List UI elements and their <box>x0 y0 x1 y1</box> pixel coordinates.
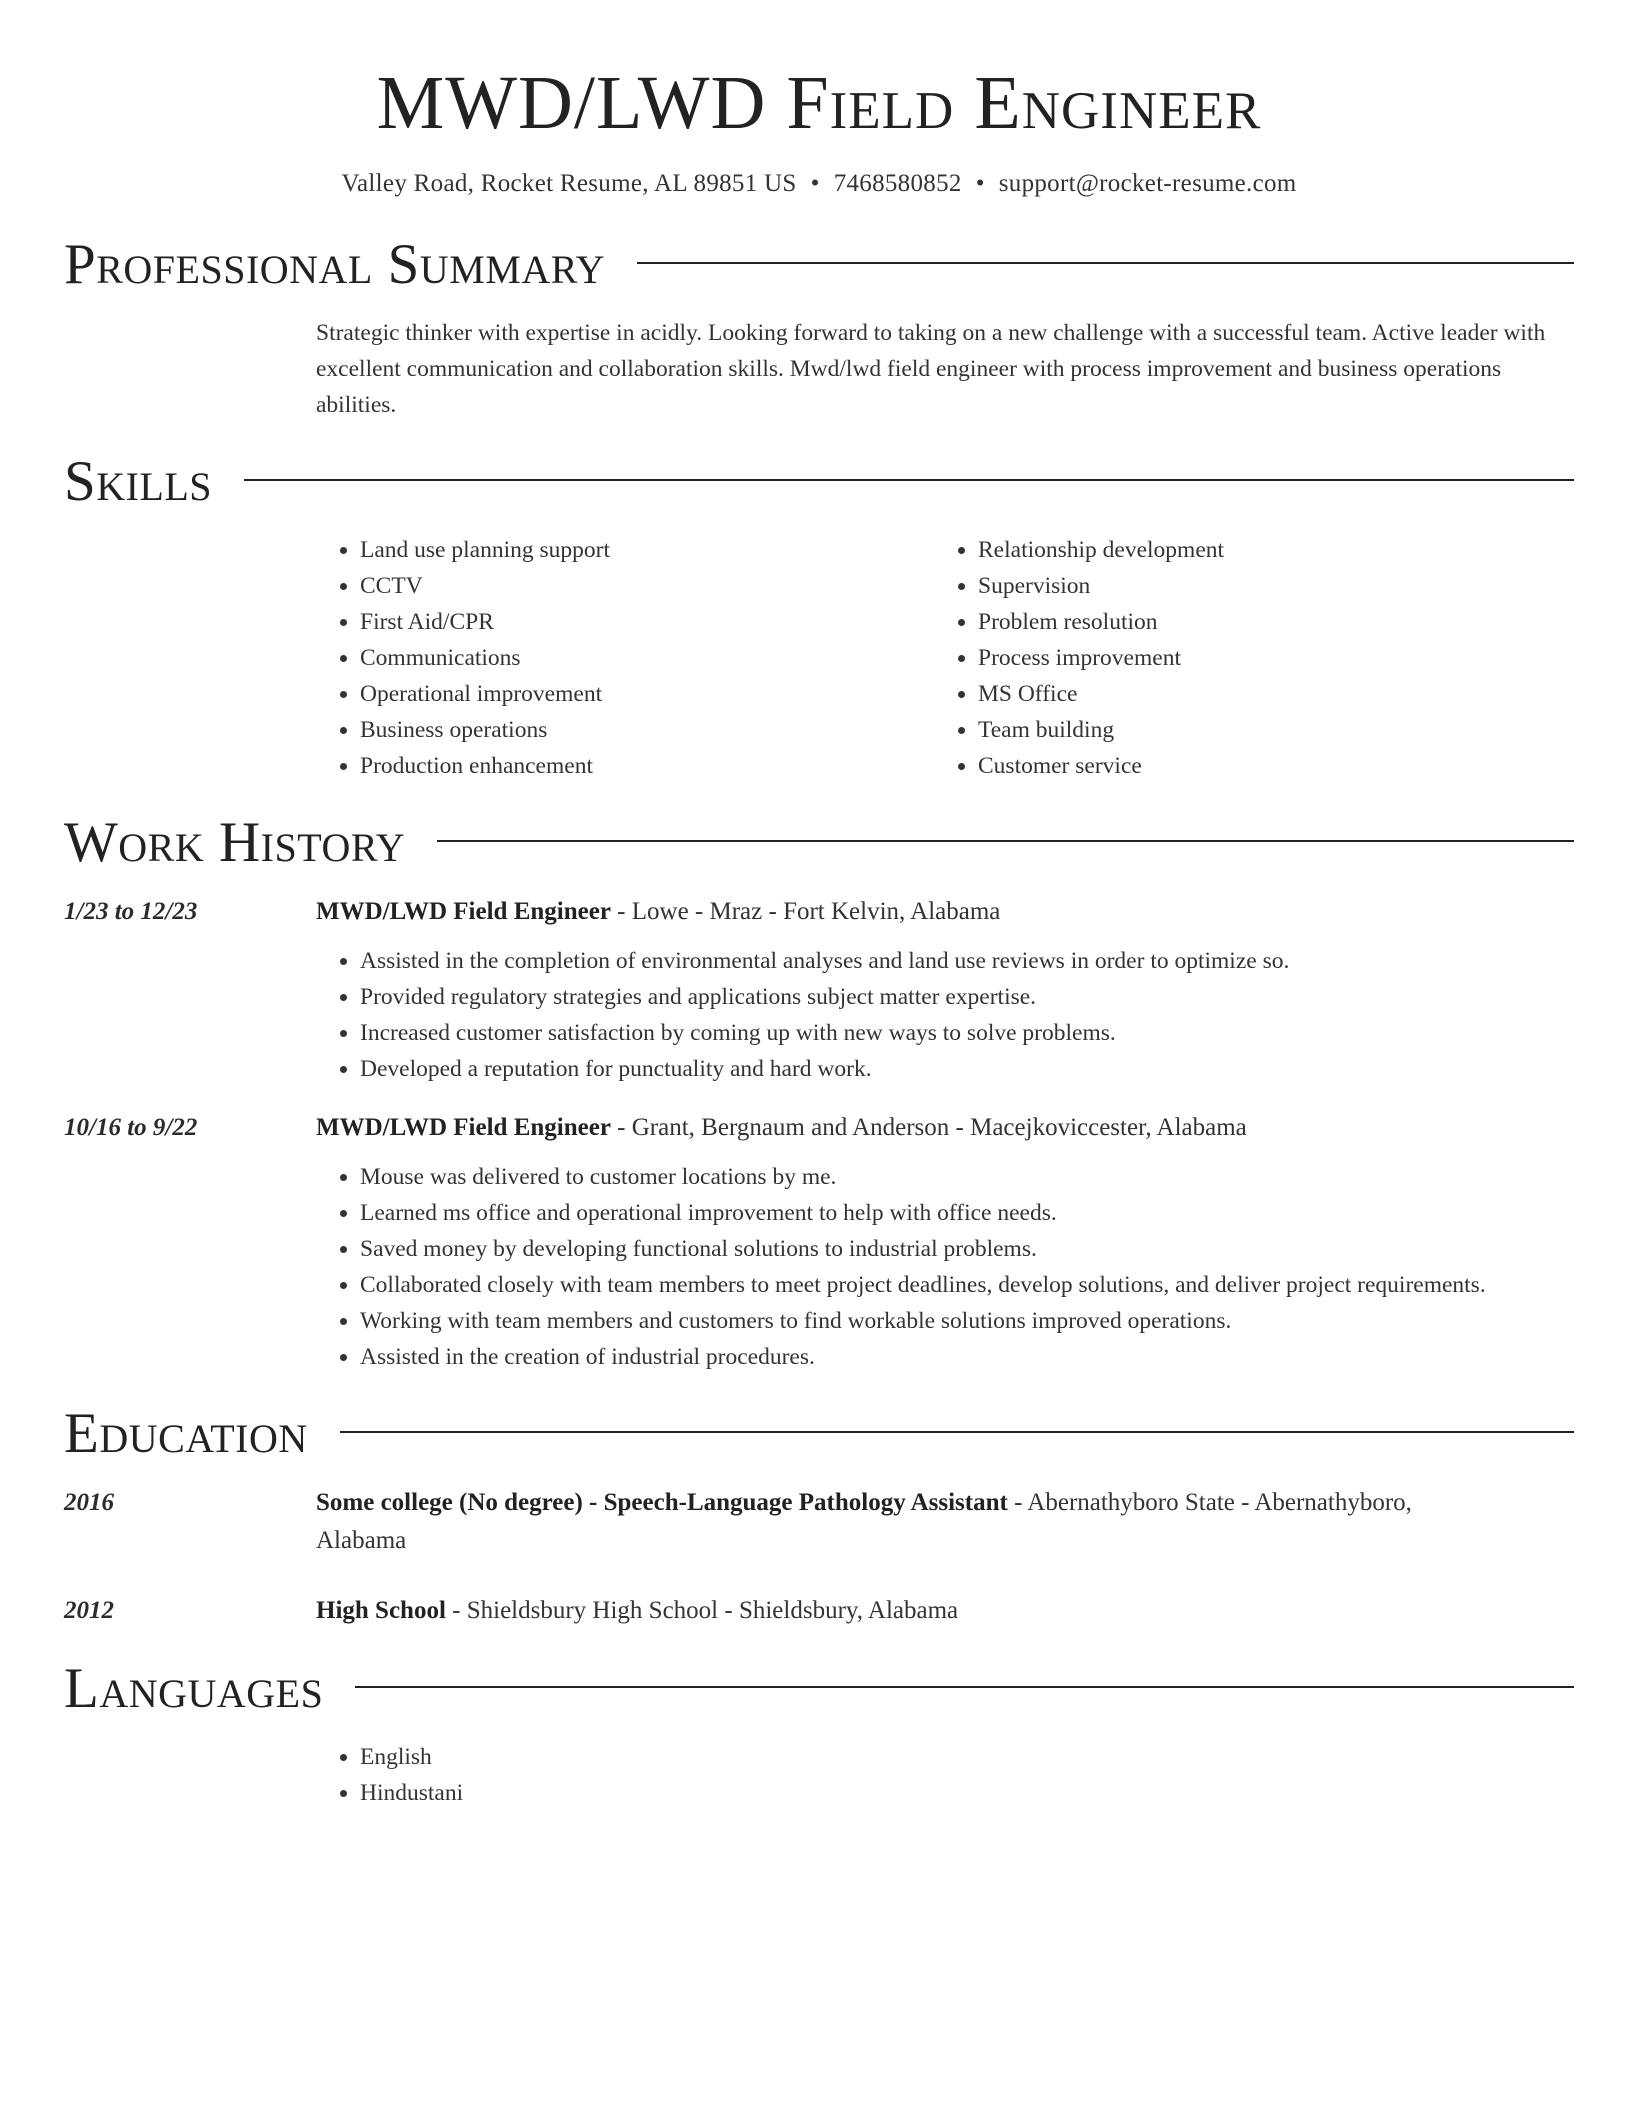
education-details: - Shieldsbury High School - Shieldsbury, Alabama <box>445 1597 959 1625</box>
summary-text: Strategic thinker with expertise in acidly. Looking forward to taking on a new challenge with a successful team. Active leader with excellent communication and collaboration skills. Mwd/lwd field engineer with process improvement and business operations abilities. <box>316 320 1546 419</box>
languages-section-header <box>64 1657 1574 1721</box>
skills-heading: Skills <box>64 450 213 514</box>
job-bullets <box>316 943 1574 1087</box>
contact-phone: 7468580852 <box>833 170 962 198</box>
skill-item: • CCTV <box>360 568 934 604</box>
section-divider <box>355 1686 1574 1688</box>
language-item: • English <box>360 1739 1574 1775</box>
education-heading: Education <box>64 1402 308 1466</box>
job-dates: 1/23 to 12/23 <box>64 898 198 926</box>
skills-list-left <box>316 532 934 784</box>
contact-line <box>64 170 1574 198</box>
section-divider <box>244 479 1574 481</box>
skill-item: • Business operations <box>360 712 934 748</box>
skills-section-header <box>64 450 1574 514</box>
resume-name: MWD/LWD Field Engineer <box>376 61 1262 145</box>
education-year: 2012 <box>64 1597 114 1625</box>
skills-columns <box>316 532 1574 784</box>
job-bullet: • Saved money by developing functional solutions to industrial problems. <box>360 1231 1574 1267</box>
summary-heading: Professional Summary <box>64 233 606 297</box>
job-bullet: • Assisted in the completion of environmental analyses and land use reviews in order to optimize so. <box>360 943 1574 979</box>
contact-separator: • <box>975 170 985 198</box>
work-section-header <box>64 811 1574 875</box>
skill-item: • Operational improvement <box>360 676 934 712</box>
section-divider <box>340 1431 1574 1433</box>
job-dates: 10/16 to 9/22 <box>64 1114 198 1142</box>
skill-item: • Relationship development <box>978 532 1552 568</box>
job-bullet: • Increased customer satisfaction by coming up with new ways to solve problems. <box>360 1015 1574 1051</box>
job-entry <box>64 1109 1574 1375</box>
job-bullet: • Developed a reputation for punctuality and hard work. <box>360 1051 1574 1087</box>
job-title: MWD/LWD Field Engineer <box>316 1114 611 1142</box>
contact-email: support@rocket-resume.com <box>998 170 1297 198</box>
job-bullet: • Working with team members and customers to find workable solutions improved operations. <box>360 1303 1574 1339</box>
job-bullets <box>316 1159 1574 1375</box>
language-item: • Hindustani <box>360 1775 1574 1811</box>
education-degree: Some college (No degree) - Speech-Language Pathology Assistant <box>316 1489 1008 1517</box>
education-entry <box>64 1484 1574 1560</box>
languages-list <box>316 1739 1574 1811</box>
job-title-line <box>316 893 1000 931</box>
job-title: MWD/LWD Field Engineer <box>316 898 611 926</box>
education-text <box>316 1592 1496 1630</box>
skill-item: • Production enhancement <box>360 748 934 784</box>
job-bullet: • Provided regulatory strategies and applications subject matter expertise. <box>360 979 1574 1015</box>
education-details: - Abernathyboro State - Abernathyboro, Alabama <box>316 1489 1412 1555</box>
skills-list-right <box>934 532 1552 784</box>
section-divider <box>637 262 1574 264</box>
skill-item: • Problem resolution <box>978 604 1552 640</box>
job-details: - Grant, Bergnaum and Anderson - Macejkoviccester, Alabama <box>610 1114 1247 1142</box>
job-entry <box>64 893 1574 1087</box>
summary-section-header <box>64 233 1574 297</box>
skill-item: • First Aid/CPR <box>360 604 934 640</box>
education-year: 2016 <box>64 1489 114 1517</box>
skill-item: • Supervision <box>978 568 1552 604</box>
job-bullet: • Learned ms office and operational improvement to help with office needs. <box>360 1195 1574 1231</box>
job-header <box>64 1109 1574 1147</box>
skill-item: • Communications <box>360 640 934 676</box>
job-bullet: • Mouse was delivered to customer locations by me. <box>360 1159 1574 1195</box>
section-divider <box>437 840 1574 842</box>
skill-item: • Land use planning support <box>360 532 934 568</box>
job-bullet: • Assisted in the creation of industrial procedures. <box>360 1339 1574 1375</box>
skill-item: • MS Office <box>978 676 1552 712</box>
contact-address: Valley Road, Rocket Resume, AL 89851 US <box>341 170 797 198</box>
education-entry <box>64 1592 1574 1630</box>
job-title-line <box>316 1109 1247 1147</box>
contact-separator: • <box>810 170 820 198</box>
skill-item: • Customer service <box>978 748 1552 784</box>
skill-item: • Team building <box>978 712 1552 748</box>
resume-page <box>64 0 1574 1811</box>
languages-heading: Languages <box>64 1657 324 1721</box>
education-degree: High School <box>316 1597 446 1625</box>
job-header <box>64 893 1574 931</box>
job-details: - Lowe - Mraz - Fort Kelvin, Alabama <box>610 898 1001 926</box>
education-section-header <box>64 1402 1574 1466</box>
skill-item: • Process improvement <box>978 640 1552 676</box>
job-bullet: • Collaborated closely with team members to meet project deadlines, develop solutions, and deliver project requirements. <box>360 1267 1574 1303</box>
education-text <box>316 1484 1496 1560</box>
work-heading: Work History <box>64 811 406 875</box>
